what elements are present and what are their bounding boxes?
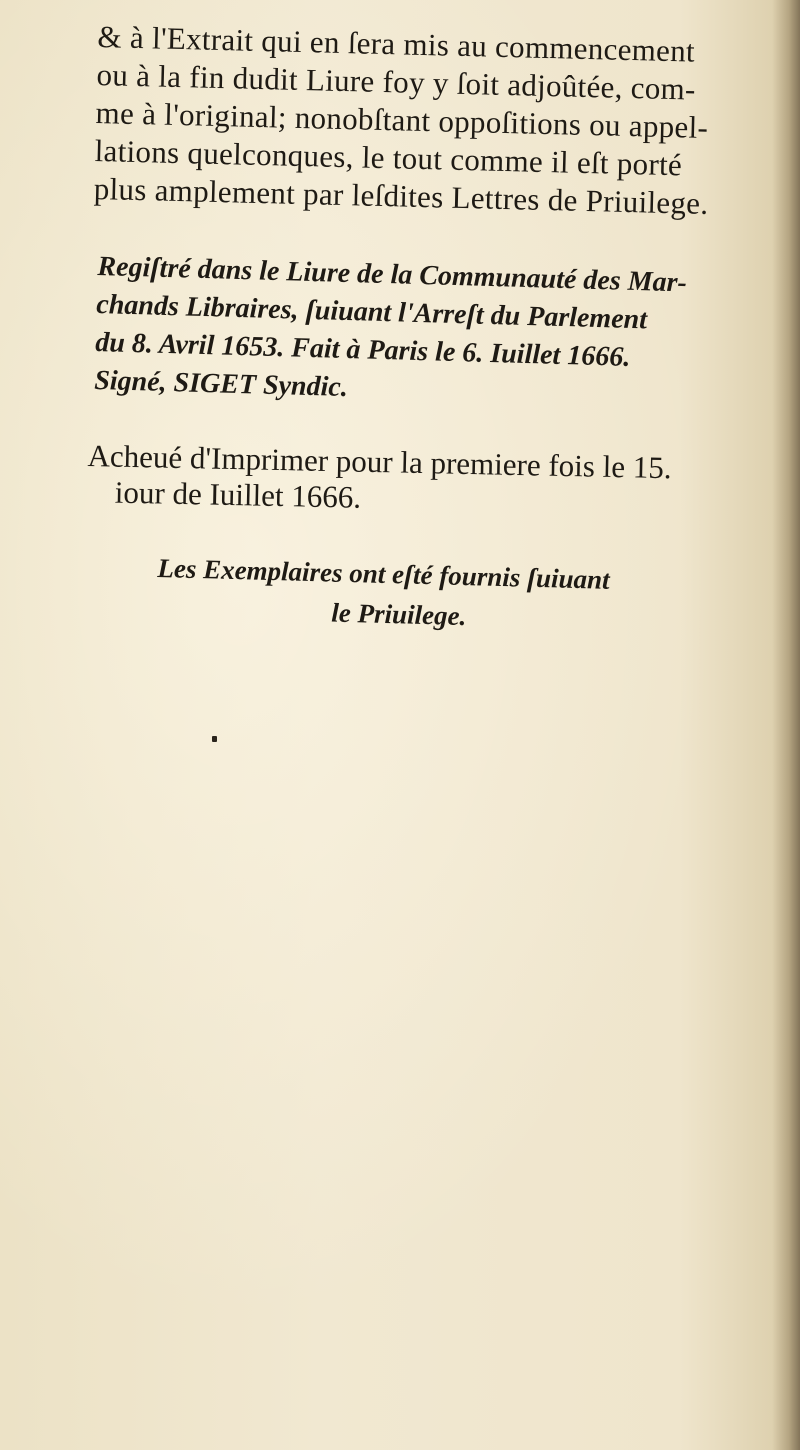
registration-line: chands Libraires, ſuiuant l'Arreſt du Parlement xyxy=(95,288,648,336)
privilege-line: & à l'Extrait qui en ſera mis au commencement xyxy=(97,18,696,69)
privilege-line: ou à la fin dudit Liure foy y ſoit adjoûtée, com- xyxy=(96,56,697,107)
completion-line: Acheué d'Imprimer pour la premiere fois le 15. xyxy=(87,438,672,486)
privilege-paragraph xyxy=(93,18,787,225)
registration-line: Signé, SIGET Syndic. xyxy=(93,364,349,404)
privilege-line: lations quelconques, le tout comme il eſt porté xyxy=(94,132,683,183)
copies-line: Les Exemplaires ont eſté fournis ſuiuant xyxy=(157,552,611,595)
completion-line: iour de Iuillet 1666. xyxy=(114,474,362,515)
registration-notice xyxy=(94,248,788,419)
ink-speck xyxy=(212,736,217,742)
privilege-line: me à l'original; nonobſtant oppoſitions ou appel- xyxy=(95,94,709,145)
copies-line: le Priuilege. xyxy=(330,597,467,632)
printing-completion-notice xyxy=(86,438,777,524)
registration-line: Regiſtré dans le Liure de la Communauté des Mar- xyxy=(97,250,688,299)
registration-line: du 8. Avril 1653. Fait à Paris le 6. Iuillet 1666. xyxy=(94,326,631,373)
copies-notice xyxy=(156,548,718,643)
privilege-line: plus amplement par leſdites Lettres de Priuilege. xyxy=(93,170,709,221)
